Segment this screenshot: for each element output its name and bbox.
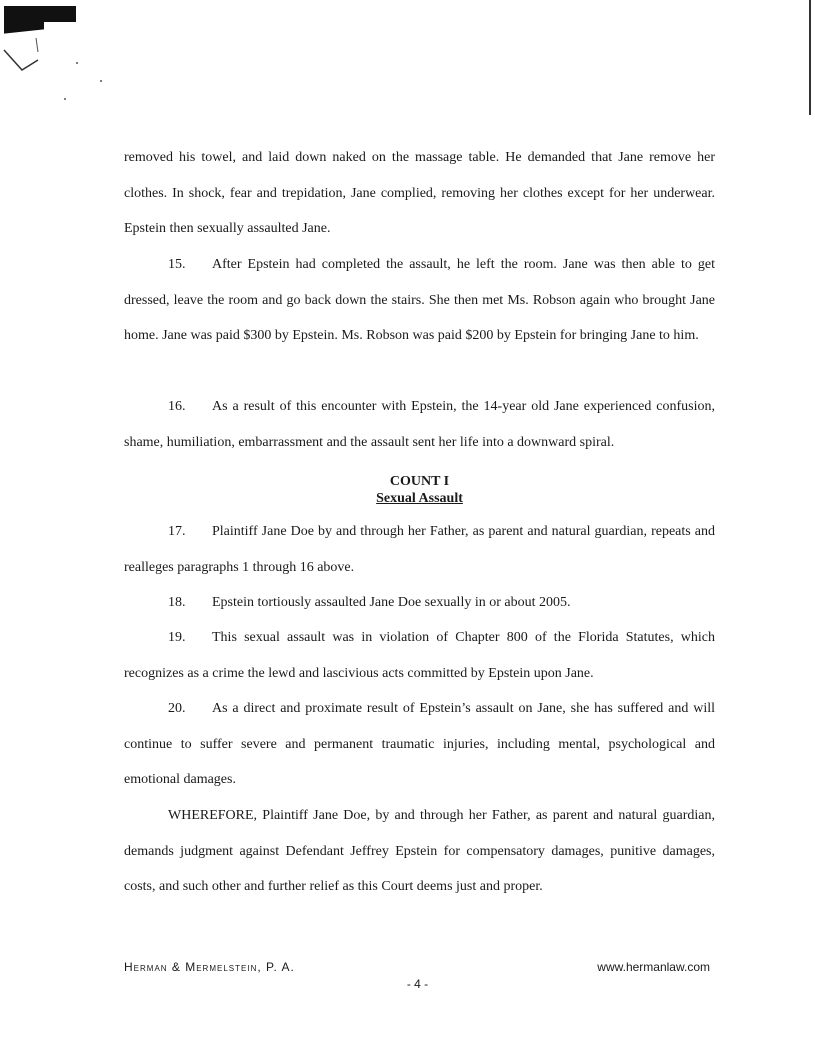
paragraph-17 (124, 514, 715, 585)
count-title: COUNT I (389, 474, 450, 489)
footer-firm-name: Herman & Mermelstein, P. A. (124, 960, 295, 974)
paragraph-number: 17. (168, 524, 186, 539)
paragraph-19 (124, 620, 715, 691)
paragraph-20 (124, 691, 715, 798)
paragraph-text: As a result of this encounter with Epstein, the 14-year old Jane experienced confusion, shame, humiliation, embarrassment and the assault sent her life into a downward spiral. (124, 399, 715, 450)
redaction-mark (0, 0, 90, 80)
paragraph-number: 19. (168, 630, 186, 645)
paragraph-number: 20. (168, 701, 186, 716)
paragraph-text: removed his towel, and laid down naked on the massage table. He demanded that Jane remove her clothes. In shock, fear and trepidation, Jane complied, removing her clothes except for her underwear. Epstein then sexually assaulted Jane. (124, 150, 715, 236)
scan-speck (64, 98, 66, 100)
page-number: - 4 - (406, 977, 429, 991)
paragraph-text: This sexual assault was in violation of Chapter 800 of the Florida Statutes, which recognizes as a crime the lewd and lascivious acts committed by Epstein upon Jane. (124, 630, 715, 681)
paragraph-text: Plaintiff Jane Doe by and through her Father, as parent and natural guardian, repeats and realleges paragraphs 1 through 16 above. (124, 524, 715, 575)
count-subtitle: Sexual Assault (376, 491, 463, 506)
scan-speck (76, 62, 78, 64)
paragraph-18 (124, 585, 715, 621)
paragraph-text: WHEREFORE, Plaintiff Jane Doe, by and through her Father, as parent and natural guardian, demands judgment against Defendant Jeffrey Epstein for compensatory damages, punitive damages, costs, and such other and further relief as this Court deems just and proper. (124, 808, 715, 894)
footer-website: www.hermanlaw.com (597, 960, 710, 974)
paragraph-number: 16. (168, 399, 186, 414)
paragraph-number: 18. (168, 595, 186, 610)
paragraph-number: 15. (168, 257, 186, 272)
paragraph-text: Epstein tortiously assaulted Jane Doe sexually in or about 2005. (212, 595, 571, 610)
paragraph-14-continued (124, 140, 715, 247)
paragraph-text: After Epstein had completed the assault, he left the room. Jane was then able to get dressed, leave the room and go back down the stairs. She then met Ms. Robson again who brought Jane home. Jane was paid $300 by Epstein. Ms. Robson was paid $200 by Epstein for bringing Jane to him. (124, 257, 715, 343)
scan-edge-line (809, 0, 811, 115)
wherefore-clause (124, 798, 715, 905)
scan-speck (100, 80, 102, 82)
paragraph-text: As a direct and proximate result of Epstein’s assault on Jane, she has suffered and will continue to suffer severe and permanent traumatic injuries, including mental, psychological and emotional damages. (124, 701, 715, 787)
paragraph-16 (124, 389, 715, 460)
paragraph-15 (124, 247, 715, 354)
count-heading (124, 473, 715, 507)
